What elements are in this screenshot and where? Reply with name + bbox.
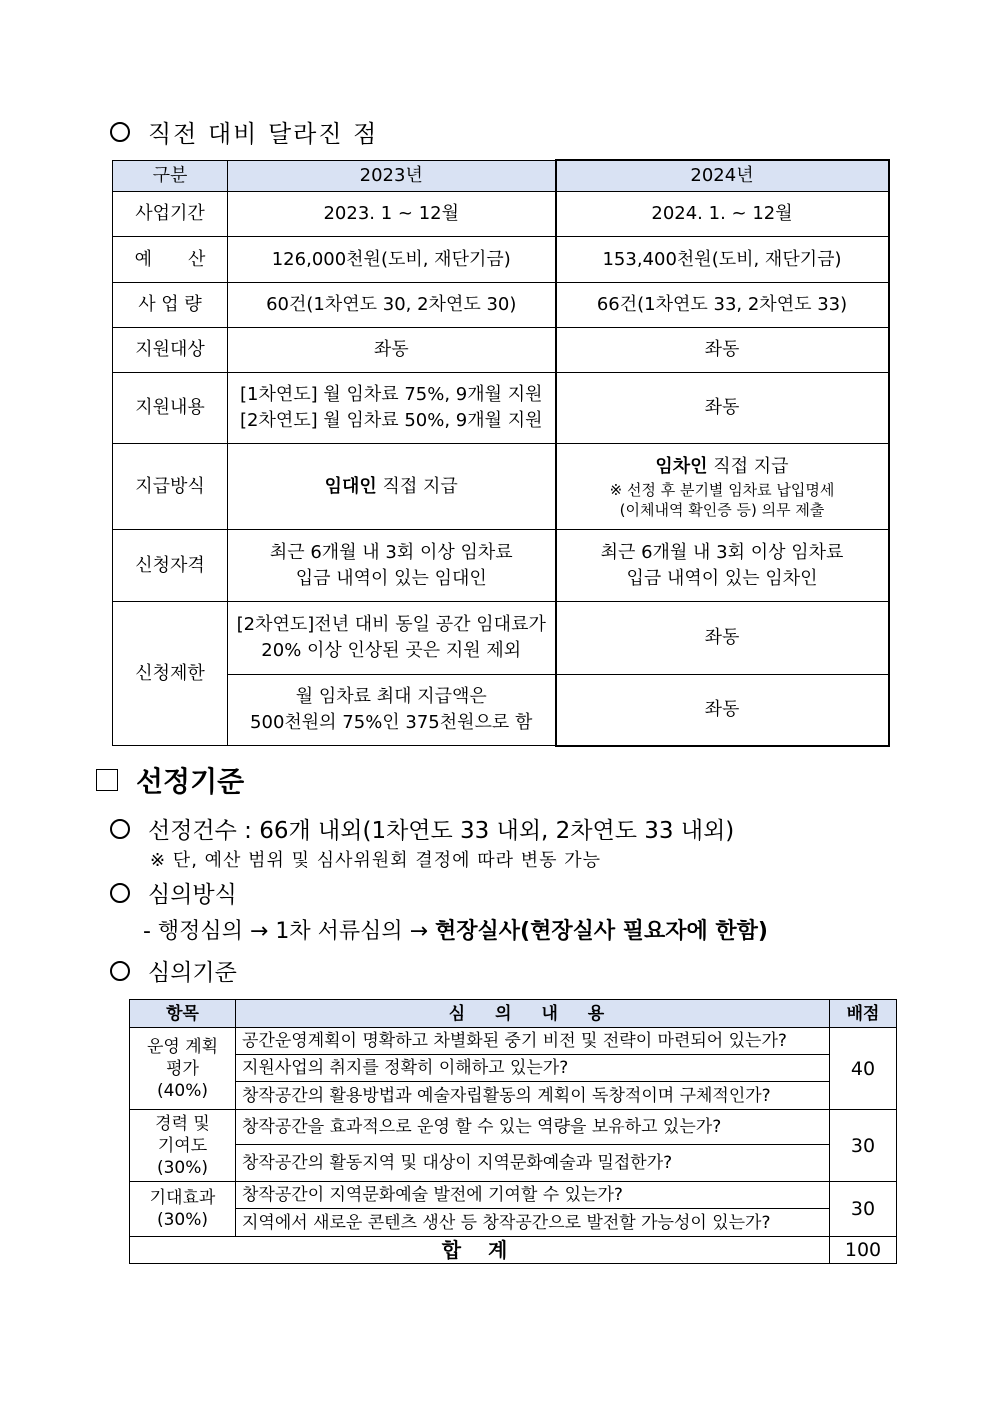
row-label: 사업기간 <box>113 192 228 237</box>
category-line: 기대효과 <box>149 1188 216 1208</box>
points-cell: 30 <box>830 1182 897 1237</box>
bullet-text: 심의방식 <box>148 882 237 908</box>
criteria-item: 창작공간의 활동지역 및 대상이 지역문화예술과 밀접한가? <box>236 1145 830 1182</box>
cell-2023: 좌동 <box>228 328 556 373</box>
cell-2023 <box>228 373 556 444</box>
table-row <box>113 530 889 602</box>
criteria-item: 공간운영계획이 명확하고 차별화된 중기 비전 및 전략이 마련되어 있는가? <box>236 1028 830 1055</box>
header-points: 배점 <box>830 1000 897 1028</box>
cell-line: [2차연도] 월 임차료 50%, 9개월 지원 <box>239 410 543 431</box>
cell-text: 직접 지급 <box>376 475 458 497</box>
header-category: 구분 <box>113 160 228 192</box>
note-text: ※ 단, 예산 범위 및 심사위원회 결정에 따라 변동 가능 <box>150 850 602 871</box>
cell-2024: 2024. 1. ~ 12월 <box>556 192 889 237</box>
cell-line: 20% 이상 인상된 곳은 지원 제외 <box>261 640 522 661</box>
category-cell <box>130 1182 236 1237</box>
table-row <box>113 328 889 373</box>
table-row <box>130 1055 897 1082</box>
row-label: 지원내용 <box>113 373 228 444</box>
bullet-selection-count <box>110 812 734 845</box>
total-row <box>130 1237 897 1264</box>
bullet-text: 선정건수 : 66개 내외(1차연도 33 내외, 2차연도 33 내외) <box>148 818 735 844</box>
cell-line: 입금 내역이 있는 임차인 <box>626 567 818 589</box>
criteria-item: 창작공간을 효과적으로 운영 할 수 있는 역량을 보유하고 있는가? <box>236 1110 830 1145</box>
table-row <box>113 192 889 237</box>
cell-text: 직접 지급 <box>707 455 789 477</box>
category-line: 평가 <box>166 1058 199 1079</box>
points-cell: 40 <box>830 1028 897 1110</box>
table-header-row <box>113 160 889 192</box>
cell-line: 최근 6개월 내 3회 이상 임차료 <box>600 541 844 563</box>
criteria-item: 지원사업의 취지를 정확히 이해하고 있는가? <box>236 1055 830 1082</box>
table-row <box>130 1028 897 1055</box>
cell-note: (이체내역 확인증 등) 의무 제출 <box>619 500 825 519</box>
category-line: (30%) <box>156 1210 209 1230</box>
circle-bullet-icon <box>110 819 130 839</box>
section-heading-selection <box>96 760 244 800</box>
cell-2024 <box>556 444 889 530</box>
table-row <box>130 1082 897 1110</box>
header-content: 심 의 내 용 <box>236 1000 830 1028</box>
cell-2023 <box>228 602 556 675</box>
bullet-review-criteria <box>110 954 237 987</box>
cell-2023: 2023. 1 ~ 12월 <box>228 192 556 237</box>
table-row <box>113 237 889 283</box>
table-row <box>113 444 889 530</box>
table-row <box>130 1182 897 1209</box>
cell-2024: 153,400천원(도비, 재단기금) <box>556 237 889 283</box>
header-2024: 2024년 <box>556 160 889 192</box>
emphasis-text: 임대인 <box>324 475 377 497</box>
section-heading-text: 직전 대비 달라진 점 <box>148 120 379 148</box>
cell-line: 입금 내역이 있는 임대인 <box>295 567 487 589</box>
row-label: 신청자격 <box>113 530 228 602</box>
cell-2023 <box>228 444 556 530</box>
table-row <box>113 602 889 675</box>
cell-2024 <box>556 530 889 602</box>
category-cell <box>130 1110 236 1182</box>
category-line: (30%) <box>156 1157 209 1178</box>
category-line: 운영 계획 <box>146 1036 219 1057</box>
circle-bullet-icon <box>110 122 130 142</box>
cell-2024: 좌동 <box>556 602 889 675</box>
section-heading-changes <box>110 114 378 149</box>
cell-line: 월 임차료 최대 지급액은 <box>295 686 487 707</box>
total-label: 합 계 <box>130 1237 830 1264</box>
review-process <box>143 914 768 945</box>
header-2023: 2023년 <box>228 160 556 192</box>
bullet-review-method <box>110 876 237 909</box>
criteria-item: 지역에서 새로운 콘텐츠 생산 등 창작공간으로 발전할 가능성이 있는가? <box>236 1209 830 1237</box>
cell-2024: 좌동 <box>556 675 889 746</box>
bullet-text: 심의기준 <box>148 960 237 986</box>
row-label: 지급방식 <box>113 444 228 530</box>
cell-2024: 좌동 <box>556 328 889 373</box>
cell-2023 <box>228 675 556 746</box>
square-bullet-icon <box>96 769 118 791</box>
table-row <box>113 675 889 746</box>
circle-bullet-icon <box>110 961 130 981</box>
criteria-table <box>129 999 897 1264</box>
cell-note: ※ 선정 후 분기별 임차료 납입명세 <box>609 480 835 499</box>
category-line: 기여도 <box>157 1135 208 1156</box>
table-header-row <box>130 1000 897 1028</box>
points-cell: 30 <box>830 1110 897 1182</box>
table-row <box>130 1145 897 1182</box>
cell-2024: 좌동 <box>556 373 889 444</box>
table-row <box>130 1110 897 1145</box>
table-row <box>113 373 889 444</box>
header-item: 항목 <box>130 1000 236 1028</box>
total-points: 100 <box>830 1237 897 1264</box>
table-row <box>130 1209 897 1237</box>
row-label: 지원대상 <box>113 328 228 373</box>
cell-line: [2차연도]전년 대비 동일 공간 임대료가 <box>236 614 546 635</box>
cell-2024: 66건(1차연도 33, 2차연도 33) <box>556 283 889 328</box>
cell-2023 <box>228 530 556 602</box>
criteria-item: 창작공간의 활용방법과 예술자립활동의 계획이 독창적이며 구체적인가? <box>236 1082 830 1110</box>
category-line: (40%) <box>156 1080 209 1101</box>
row-label: 사 업 량 <box>113 283 228 328</box>
cell-line: 500천원의 75%인 375천원으로 함 <box>250 712 533 733</box>
criteria-item: 창작공간이 지역문화예술 발전에 기여할 수 있는가? <box>236 1182 830 1209</box>
category-line: 경력 및 <box>155 1113 210 1134</box>
cell-2023: 126,000천원(도비, 재단기금) <box>228 237 556 283</box>
emphasis-text: 임차인 <box>655 455 708 477</box>
cell-line: [1차연도] 월 임차료 75%, 9개월 지원 <box>239 384 543 405</box>
cell-2023: 60건(1차연도 30, 2차연도 30) <box>228 283 556 328</box>
process-emphasis: 현장실사(현장실사 필요자에 한함) <box>435 919 768 944</box>
cell-line: 최근 6개월 내 3회 이상 임차료 <box>269 541 513 563</box>
circle-bullet-icon <box>110 883 130 903</box>
row-label: 예 산 <box>113 237 228 283</box>
section-heading-text: 선정기준 <box>136 765 245 798</box>
comparison-table <box>112 159 890 747</box>
category-cell <box>130 1028 236 1110</box>
table-row <box>113 283 889 328</box>
process-text: - 행정심의 → 1차 서류심의 → <box>143 919 436 944</box>
row-label: 신청제한 <box>113 602 228 746</box>
